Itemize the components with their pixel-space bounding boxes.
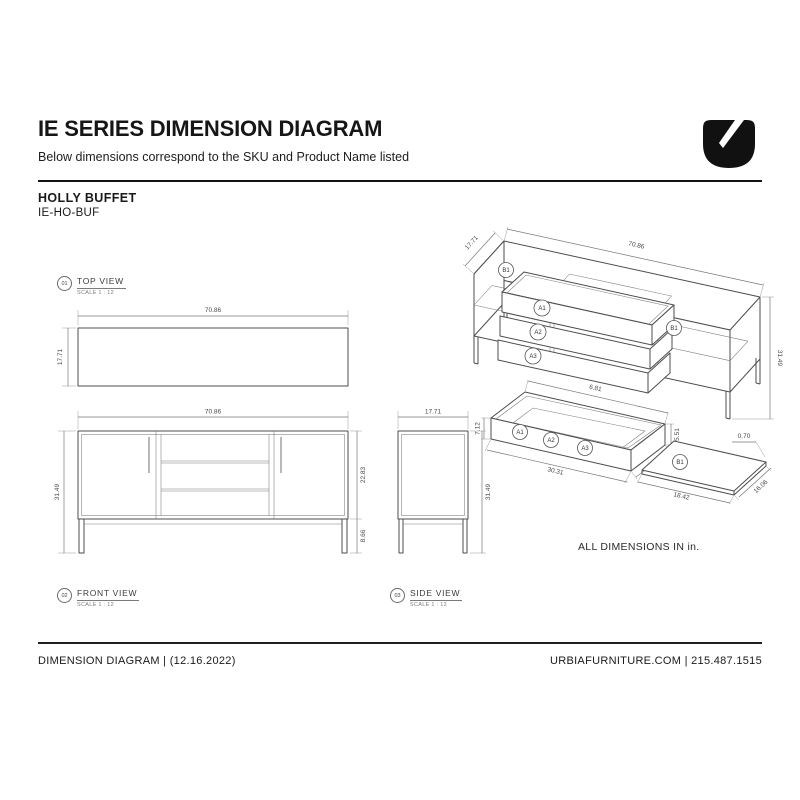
dim-top-width: 70.86 xyxy=(204,307,222,314)
drawer-detail-a2: A2 xyxy=(547,438,555,444)
dim-shelf-depth: 16.06 xyxy=(752,478,770,495)
page-subtitle: Below dimensions correspond to the SKU and Product Name listed xyxy=(38,150,410,164)
units-note: ALL DIMENSIONS IN in. xyxy=(578,541,700,553)
shelf-detail-drawing xyxy=(632,426,784,534)
footer-contact-info: URBIAFURNITURE.COM | 215.487.1515 xyxy=(549,655,762,667)
front-view-drawing xyxy=(50,403,385,603)
dim-drawer-front-height: 7.12 xyxy=(474,422,482,435)
view-number-badge: 01 xyxy=(57,276,72,291)
front-view-label xyxy=(57,588,139,608)
header-divider xyxy=(38,180,762,182)
view-title: TOP VIEW xyxy=(77,276,126,289)
view-scale: SCALE 1 : 12 xyxy=(77,602,114,608)
drawer-callout-a3: A3 xyxy=(529,354,537,360)
dim-top-depth: 17.71 xyxy=(57,348,64,366)
drawer-callout-a1: A1 xyxy=(538,306,546,312)
dim-drawer-back-height: 5.51 xyxy=(674,428,681,441)
shelf-detail-b1: B1 xyxy=(676,460,684,466)
view-number-badge: 03 xyxy=(390,588,405,603)
dim-drawer-front-width: 30.31 xyxy=(546,466,565,477)
drawer-callout-a2: A2 xyxy=(534,330,542,336)
drawer-detail-a3: A3 xyxy=(581,446,589,452)
shelf-callout-right: B1 xyxy=(670,326,678,332)
shelf-callout-left: B1 xyxy=(502,268,510,274)
dim-iso-height: 31.49 xyxy=(776,349,783,367)
view-scale: SCALE 1 : 12 xyxy=(77,290,114,296)
product-name: HOLLY BUFFET xyxy=(38,191,137,205)
side-view-cabinet xyxy=(398,431,468,553)
footer-divider xyxy=(38,642,762,644)
dim-shelf-thickness: 0.70 xyxy=(737,433,751,440)
side-view-label xyxy=(390,588,462,608)
front-view-dimensions xyxy=(54,409,367,554)
top-view-drawing xyxy=(50,298,370,402)
dim-shelf-width: 18.42 xyxy=(672,491,691,502)
product-sku: IE-HO-BUF xyxy=(38,207,100,219)
dim-iso-depth: 17.71 xyxy=(463,234,480,252)
dim-drawer-top-width: 6.81 xyxy=(588,383,603,394)
view-title: FRONT VIEW xyxy=(77,588,139,601)
view-scale: SCALE 1 : 12 xyxy=(410,602,447,608)
top-view-outline xyxy=(78,328,348,386)
drawer-detail-a1: A1 xyxy=(516,430,524,436)
urbia-shield-logo-icon xyxy=(700,117,758,171)
view-title: SIDE VIEW xyxy=(410,588,462,601)
dim-iso-width: 70.86 xyxy=(627,240,646,251)
dim-front-body-height: 22.83 xyxy=(360,466,367,484)
view-number-badge: 02 xyxy=(57,588,72,603)
dim-front-height: 31.49 xyxy=(54,483,61,501)
footer-document-info: DIMENSION DIAGRAM | (12.16.2022) xyxy=(38,655,236,667)
dim-front-width: 70.86 xyxy=(204,408,222,416)
page-title: IE SERIES DIMENSION DIAGRAM xyxy=(38,116,383,141)
dim-side-depth: 17.71 xyxy=(424,408,442,416)
top-view-dimensions xyxy=(57,307,348,386)
front-view-cabinet xyxy=(78,431,348,553)
dim-side-height: 31.49 xyxy=(485,483,492,501)
dim-front-leg-height: 8.66 xyxy=(360,529,367,543)
top-view-label xyxy=(57,276,126,296)
